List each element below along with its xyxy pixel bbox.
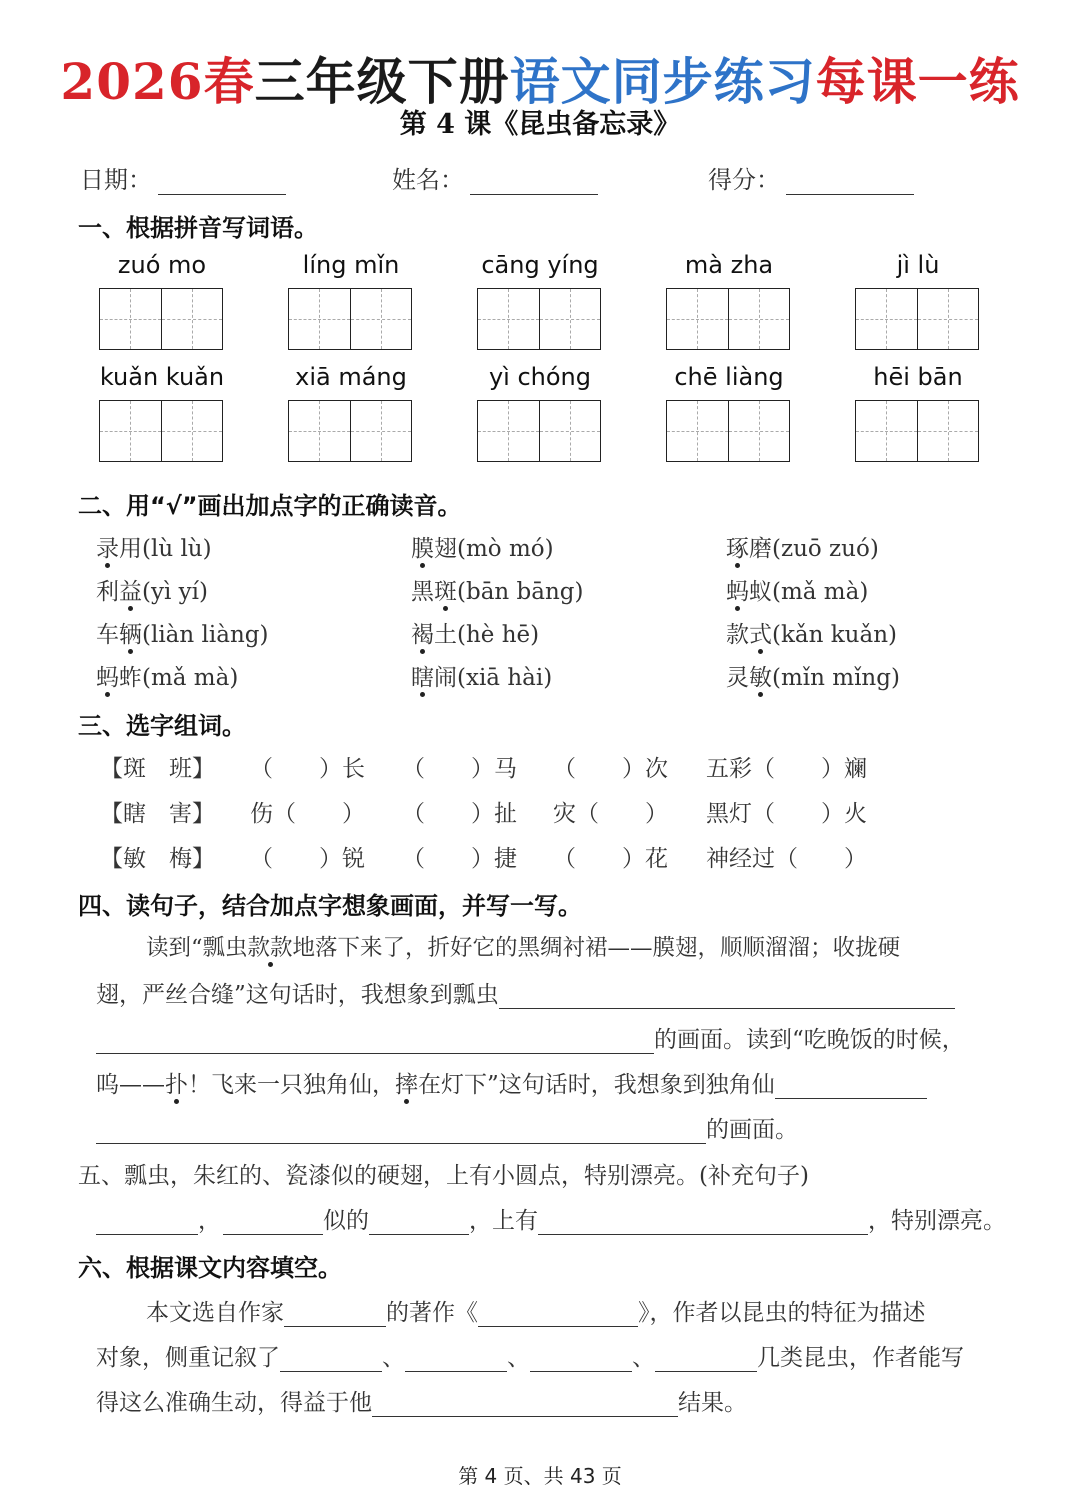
pinyin-label: yì chóng [488, 363, 592, 391]
writing-grid[interactable] [288, 288, 412, 350]
section3-heading: 三、选字组词。 [78, 712, 246, 740]
fill-word[interactable]: 神经过（ ） [706, 846, 867, 872]
answer-blank[interactable] [538, 1208, 868, 1235]
reading-item: 蚂蚱(mǎ mà) [96, 659, 238, 692]
pinyin-options[interactable]: (liàn liàng) [142, 622, 269, 648]
reading-item: 录用(lù lù) [96, 530, 212, 563]
pinyin-label: hēi bān [873, 363, 963, 391]
writing-grid[interactable] [288, 400, 412, 462]
answer-blank[interactable] [280, 1345, 382, 1372]
pinyin-item [99, 248, 225, 350]
title-year: 2026春 [60, 52, 255, 111]
score-blank[interactable] [786, 170, 914, 195]
pinyin-item [288, 360, 414, 462]
section2-heading: 二、用“√”画出加点字的正确读音。 [78, 492, 462, 520]
answer-blank[interactable] [369, 1208, 469, 1235]
pinyin-label: xiā máng [295, 363, 407, 391]
date-blank[interactable] [158, 170, 286, 195]
answer-blank[interactable] [223, 1208, 323, 1235]
reading-item: 瞎闹(xiā hài) [411, 659, 552, 692]
fill-word[interactable]: 灾（ ） [553, 801, 668, 827]
pinyin-label: mà zha [684, 251, 774, 279]
pinyin-item [855, 248, 981, 350]
reading-item: 琢磨(zuō zuó) [726, 530, 879, 563]
pinyin-options[interactable]: (mò mó) [457, 536, 554, 562]
title-subject: 语文同步练习 [509, 52, 816, 111]
pinyin-options[interactable]: (hè hē) [457, 622, 540, 648]
section4-line3: 的画面。读到“吃晚饭的时候， [96, 1021, 965, 1054]
reading-item: 蚂蚁(mǎ mà) [726, 573, 868, 606]
writing-grid[interactable] [855, 288, 979, 350]
reading-item: 膜翅(mò mó) [411, 530, 554, 563]
writing-grid[interactable] [99, 400, 223, 462]
lesson-subtitle: 第 4 课《昆虫备忘录》 [399, 109, 681, 140]
writing-grid[interactable] [477, 288, 601, 350]
section1-heading: 一、根据拼音写词语。 [78, 214, 318, 242]
pinyin-options[interactable]: (zuō zuó) [772, 536, 879, 562]
name-field [392, 160, 598, 195]
fill-word[interactable]: 伤（ ） [250, 801, 365, 827]
fill-word[interactable]: 黑灯（ ）火 [706, 801, 867, 827]
writing-grid[interactable] [477, 400, 601, 462]
pinyin-item [99, 360, 225, 462]
section6-line1: 本文选自作家 的著作《 》，作者以昆虫的特征为描述 [146, 1300, 926, 1326]
section6-line2: 对象，侧重记叙了 、 、 、 几类昆虫，作者能写 [96, 1345, 964, 1371]
pinyin-item [477, 248, 603, 350]
fill-word[interactable]: （ ）马 [402, 756, 517, 782]
pinyin-label: líng mǐn [302, 251, 400, 279]
score-field [708, 160, 914, 195]
writing-grid[interactable] [99, 288, 223, 350]
char-pair: 【斑 班】 [100, 756, 215, 782]
answer-blank[interactable] [655, 1345, 757, 1372]
writing-grid[interactable] [666, 400, 790, 462]
fill-word[interactable]: （ ）花 [553, 846, 668, 872]
pinyin-label: cāng yíng [481, 251, 599, 279]
answer-blank[interactable] [284, 1300, 386, 1327]
reading-item: 褐土(hè hē) [411, 616, 539, 649]
reading-item: 利益(yì yí) [96, 573, 208, 606]
pinyin-options[interactable]: (mǐn mǐng) [772, 665, 900, 691]
fill-word[interactable]: 五彩（ ）斓 [706, 756, 867, 782]
name-label: 姓名： [392, 166, 464, 194]
answer-blank[interactable] [530, 1345, 632, 1372]
score-label: 得分： [708, 166, 780, 194]
answer-blank[interactable] [96, 1117, 706, 1144]
pinyin-label: zuó mo [117, 251, 207, 279]
name-blank[interactable] [470, 170, 598, 195]
char-pair: 【敏 梅】 [100, 846, 215, 872]
answer-blank[interactable] [499, 982, 955, 1009]
pinyin-label: jì lù [896, 251, 940, 279]
section6-heading: 六、根据课文内容填空。 [78, 1254, 342, 1282]
page-footer: 第 4 页、共 43 页 [458, 1464, 622, 1488]
section4-line5: 的画面。 [96, 1111, 798, 1144]
pinyin-options[interactable]: (kǎn kuǎn) [772, 622, 897, 648]
answer-blank[interactable] [775, 1072, 927, 1099]
pinyin-item [855, 360, 981, 462]
section4-line2: 翅，严丝合缝”这句话时，我想象到瓢虫 [96, 976, 955, 1009]
pinyin-options[interactable]: (bān bāng) [457, 579, 584, 605]
date-field [80, 160, 286, 195]
reading-item: 款式(kǎn kuǎn) [726, 616, 897, 649]
section4-line4: 呜——扑！飞来一只独角仙，摔在灯下”这句话时，我想象到独角仙 [96, 1066, 927, 1099]
pinyin-item [288, 248, 414, 350]
fill-word[interactable]: （ ）次 [553, 756, 668, 782]
answer-blank[interactable] [405, 1345, 507, 1372]
pinyin-label: chē liàng [674, 363, 784, 391]
pinyin-item [666, 360, 792, 462]
answer-blank[interactable] [96, 1027, 654, 1054]
pinyin-item [666, 248, 792, 350]
writing-grid[interactable] [855, 400, 979, 462]
section4-line1: 读到“瓢虫款款地落下来了，折好它的黑绸衬裙——膜翅，顺顺溜溜；收拢硬 [146, 930, 900, 962]
pinyin-item [477, 360, 603, 462]
fill-word[interactable]: （ ）长 [250, 756, 365, 782]
fill-word[interactable]: （ ）锐 [250, 846, 365, 872]
section5-heading: 五、瓢虫，朱红的、瓷漆似的硬翅，上有小圆点，特别漂亮。(补充句子) [78, 1163, 809, 1189]
section6-line3: 得这么准确生动，得益于他 结果。 [96, 1390, 747, 1416]
reading-item: 灵敏(mǐn mǐng) [726, 659, 900, 692]
title-practice: 每课一练 [815, 52, 1020, 111]
pinyin-label: kuǎn kuǎn [99, 363, 225, 391]
section5-answer-line: ， 似的 ，上有 ，特别漂亮。 [96, 1202, 1006, 1235]
writing-grid[interactable] [666, 288, 790, 350]
answer-blank[interactable] [96, 1208, 198, 1235]
char-pair: 【瞎 害】 [100, 801, 215, 827]
pinyin-options[interactable]: (lù lù) [142, 536, 212, 562]
fill-word[interactable]: （ ）扯 [402, 801, 517, 827]
answer-blank[interactable] [478, 1300, 638, 1327]
date-label: 日期： [80, 166, 152, 194]
fill-word[interactable]: （ ）捷 [402, 846, 517, 872]
pinyin-options[interactable]: (mǎ mà) [772, 579, 869, 605]
answer-blank[interactable] [372, 1390, 678, 1417]
pinyin-options[interactable]: (mǎ mà) [142, 665, 239, 691]
pinyin-options[interactable]: (xiā hài) [457, 665, 553, 691]
title-grade: 三年级下册 [254, 52, 510, 111]
section4-heading: 四、读句子，结合加点字想象画面，并写一写。 [78, 892, 582, 920]
reading-item: 车辆(liàn liàng) [96, 616, 268, 649]
reading-item: 黑斑(bān bāng) [411, 573, 583, 606]
pinyin-options[interactable]: (yì yí) [142, 579, 208, 605]
